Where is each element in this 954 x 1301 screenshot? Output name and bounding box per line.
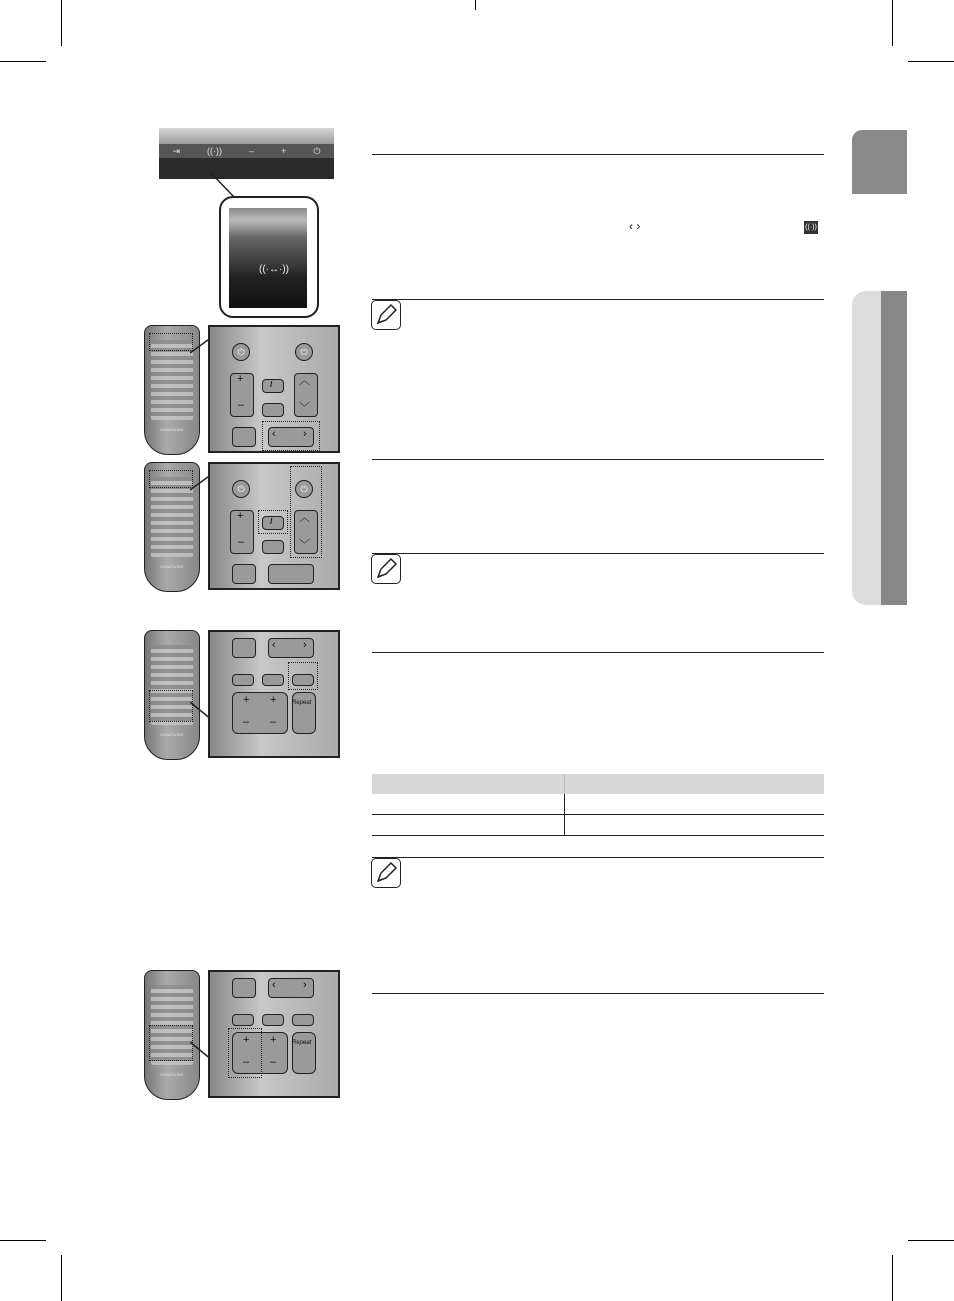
power-icon: ⏻ — [313, 145, 321, 156]
note-pencil-icon — [371, 554, 401, 584]
note-divider — [372, 857, 824, 858]
note-pencil-icon — [371, 858, 401, 888]
remote-brand: SAMSUNG — [160, 732, 184, 737]
highlight-box — [149, 1025, 193, 1061]
function-button[interactable] — [232, 427, 256, 447]
highlight-box — [262, 421, 320, 451]
table-row — [372, 794, 824, 815]
minus-icon: – — [238, 536, 245, 548]
crop-mark — [908, 61, 954, 62]
highlight-box — [288, 662, 318, 690]
remote-buttons — [151, 340, 193, 420]
function-button[interactable] — [232, 564, 256, 584]
remote-zoom-power — [208, 325, 340, 453]
mode-button[interactable] — [262, 1014, 284, 1026]
section-divider — [372, 993, 824, 994]
mode-button[interactable] — [232, 674, 254, 686]
highlight-box — [149, 333, 193, 351]
display-callout — [219, 196, 319, 318]
highlight-box — [290, 466, 322, 558]
mode-button[interactable] — [232, 1014, 254, 1026]
right-icon: › — [303, 639, 307, 651]
info-icon: i — [270, 378, 273, 390]
crop-mark — [892, 0, 893, 46]
minus-icon: – — [270, 716, 277, 728]
table-cell — [565, 815, 825, 836]
highlight-box — [149, 470, 193, 488]
crop-mark — [61, 1255, 62, 1301]
power-icon[interactable]: ⏻ — [232, 480, 250, 498]
function-button[interactable] — [232, 638, 256, 658]
plus-icon: + — [237, 373, 244, 385]
info-icon: i — [270, 515, 273, 527]
left-icon: ‹ — [272, 428, 276, 440]
section-tab-stripe — [881, 291, 907, 605]
input-icon: ⇥ — [172, 145, 181, 156]
down-icon: ﹀ — [299, 539, 310, 551]
power-icon[interactable]: ⏻ — [232, 343, 250, 361]
repeat-button[interactable] — [292, 692, 316, 734]
down-icon: ﹀ — [299, 402, 310, 414]
section-divider — [372, 652, 824, 653]
section-divider — [372, 459, 824, 460]
panel-strip — [159, 128, 334, 144]
table-cell — [372, 815, 565, 836]
wireless-link-icon: ((·↔·)) — [259, 264, 289, 275]
plus-icon: + — [243, 694, 250, 706]
up-icon: ︿ — [299, 375, 310, 387]
remote-zoom-sound-adjust — [208, 970, 340, 1098]
function-button[interactable] — [232, 978, 256, 998]
plus-icon: + — [237, 510, 244, 522]
remote-buttons — [151, 477, 193, 557]
repeat-label: Repeat — [292, 700, 312, 706]
crop-mark — [61, 0, 62, 46]
sound-adjust-block[interactable] — [232, 692, 288, 734]
panel-button-row — [159, 144, 334, 158]
plus-icon: + — [270, 694, 277, 706]
note-pencil-icon — [371, 300, 401, 330]
remote-brand: SAMSUNG — [160, 1072, 184, 1077]
minus-icon: – — [243, 1056, 250, 1068]
left-right-arrows-icon: ‹ › — [629, 219, 641, 233]
minus-icon: – — [243, 716, 250, 728]
display-screen — [229, 208, 307, 308]
wireless-icon: ((·)) — [207, 146, 223, 156]
power-icon[interactable]: ⏻ — [295, 343, 313, 361]
remote-brand: SAMSUNG — [160, 427, 184, 432]
settings-table — [372, 774, 824, 836]
plus-icon: + — [281, 146, 287, 156]
note-divider — [372, 299, 824, 300]
plus-icon: + — [270, 1034, 277, 1046]
mute-button[interactable] — [262, 403, 284, 417]
repeat-label: Repeat — [292, 1040, 312, 1046]
remote-zoom-info — [208, 462, 340, 590]
minus-icon: – — [249, 146, 255, 156]
up-icon: ︿ — [299, 512, 310, 524]
left-icon: ‹ — [272, 979, 276, 991]
section-tab — [852, 291, 907, 605]
plus-icon: + — [243, 1034, 250, 1046]
chapter-tab — [852, 130, 907, 194]
crop-mark — [908, 1240, 954, 1241]
note-divider — [372, 553, 824, 554]
right-icon: › — [303, 979, 307, 991]
mute-button[interactable] — [262, 540, 284, 554]
crop-mark — [0, 61, 46, 62]
minus-icon: – — [238, 399, 245, 411]
nav-rocker[interactable] — [268, 564, 314, 584]
table-cell — [565, 794, 825, 815]
repeat-button[interactable] — [292, 1032, 316, 1074]
mode-button[interactable] — [292, 1014, 314, 1026]
highlight-box — [258, 510, 288, 534]
power-icon[interactable]: ⏻ — [295, 480, 313, 498]
table-header-cell — [372, 774, 565, 794]
table-header-row — [372, 774, 824, 794]
left-icon: ‹ — [272, 639, 276, 651]
remote-brand: SAMSUNG — [160, 564, 184, 569]
table-header-cell — [565, 774, 825, 794]
table-row — [372, 815, 824, 836]
highlight-box — [228, 1028, 262, 1078]
info-button[interactable] — [262, 379, 284, 393]
remote-zoom-sound — [208, 630, 340, 758]
table-cell — [372, 794, 565, 815]
section-divider — [372, 154, 824, 155]
mode-button[interactable] — [262, 674, 284, 686]
right-icon: › — [303, 428, 307, 440]
minus-icon: – — [270, 1056, 277, 1068]
wireless-icon: ((·)) — [804, 221, 818, 234]
crop-mark — [892, 1255, 893, 1301]
center-mark — [475, 0, 476, 10]
highlight-box — [149, 690, 193, 722]
crop-mark — [0, 1240, 46, 1241]
